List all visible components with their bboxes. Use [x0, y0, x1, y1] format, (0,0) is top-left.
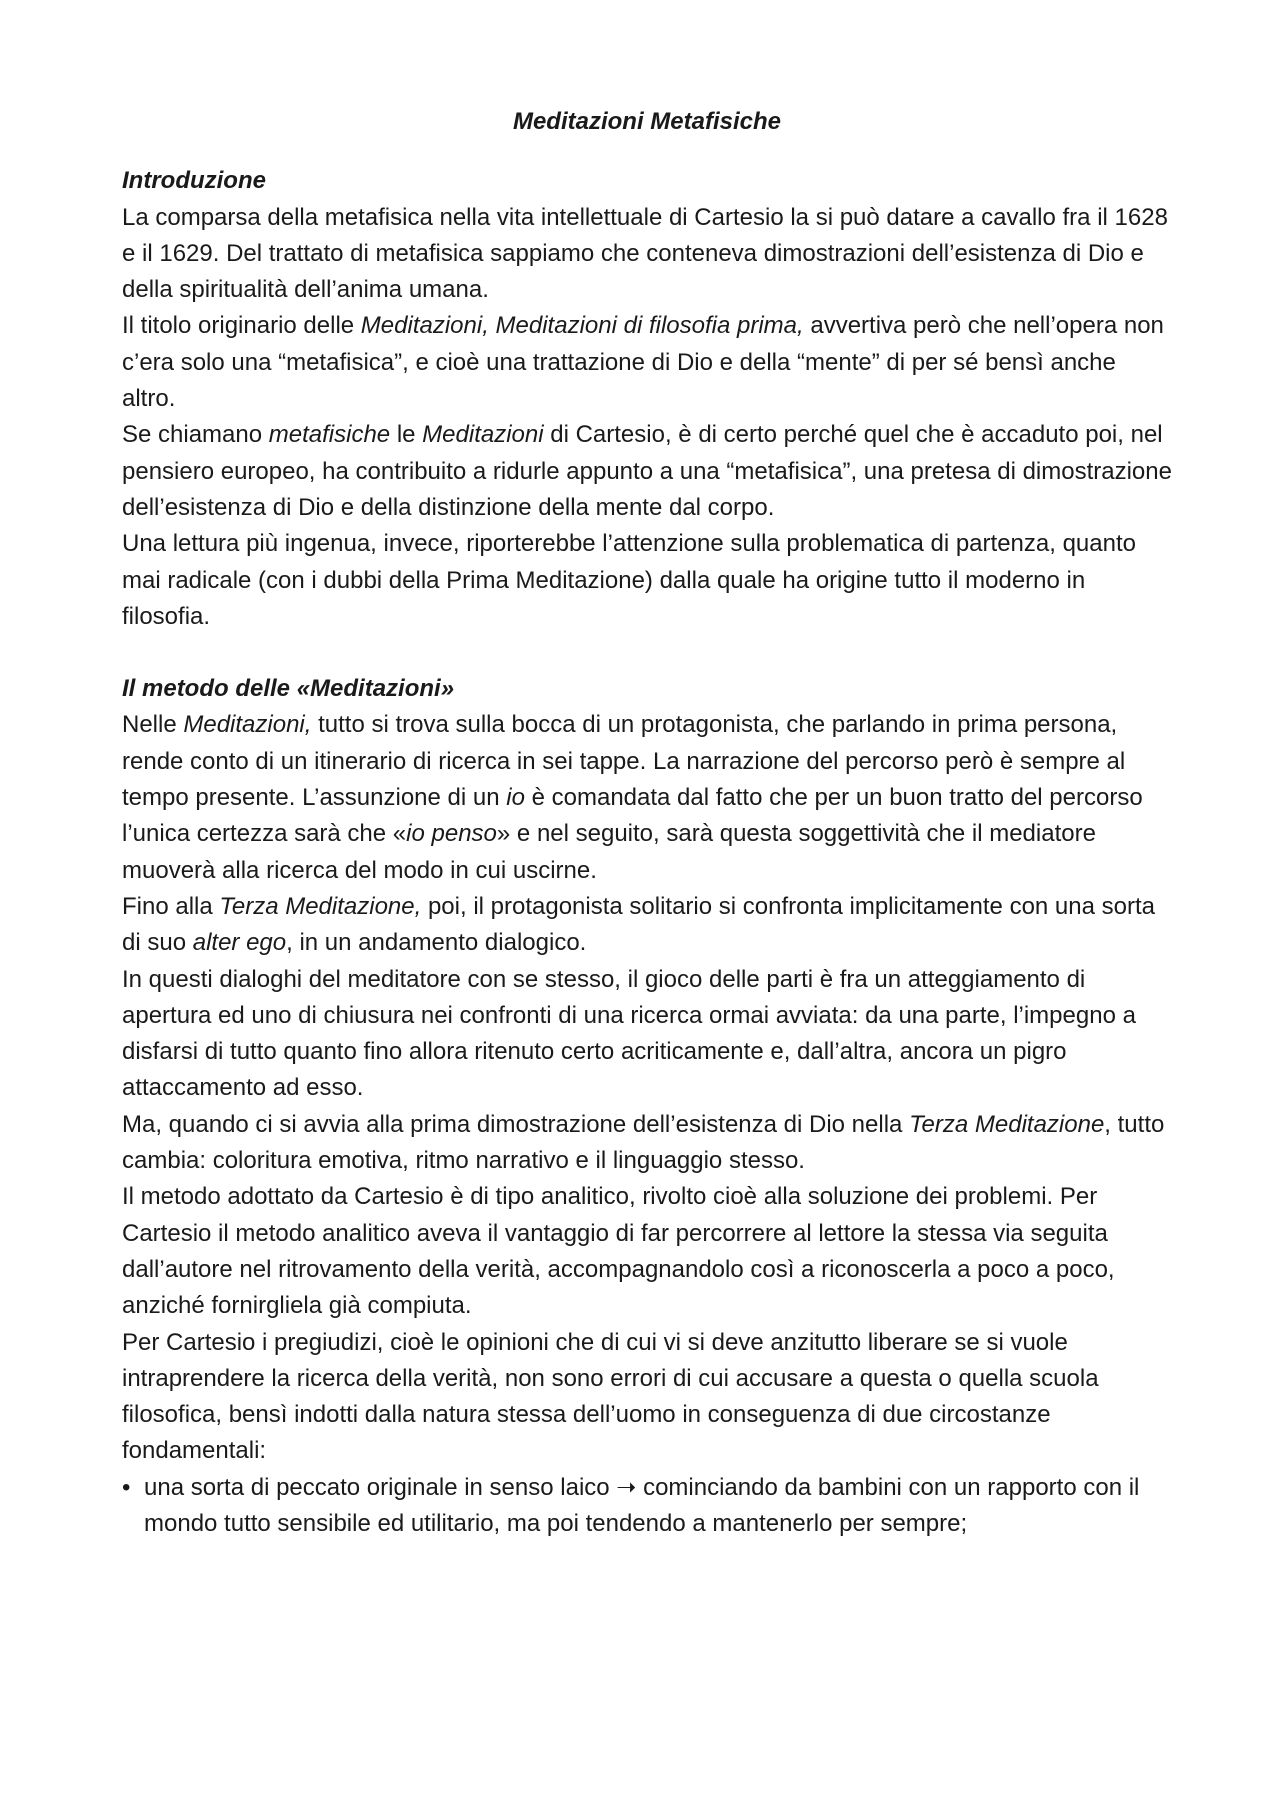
list-item — [122, 1470, 1172, 1543]
paragraph: Ma, quando ci si avvia alla prima dimostrazione dell’esistenza di Dio nella Terza Meditazione, tutto cambia: coloritura emotiva, ritmo narrativo e il linguaggio stesso. — [122, 1110, 1165, 1175]
list-item-text: una sorta di peccato originale in senso laico ➝ cominciando da bambini con un rapporto con il mondo tutto sensibile ed utilitario, ma poi tendendo a mantenerlo per sempre; — [144, 1473, 1140, 1537]
paragraph: In questi dialoghi del meditatore con se stesso, il gioco delle parti è fra un atteggiamento di apertura ed uno di chiusura nei confronti di una ricerca ormai avviata: da una parte, l’impegno a disfarsi di tutto quanto fino allora ritenuto certo acriticamente e, dall’altra, ancora un pigro attaccamento ad esso. — [122, 965, 1136, 1102]
paragraph: Se chiamano metafisiche le Meditazioni di Cartesio, è di certo perché quel che è accaduto poi, nel pensiero europeo, ha contribuito a ridurle appunto a una “metafisica”, una pretesa di dimostrazione dell’esistenza di Dio e della distinzione della mente dal corpo. — [122, 421, 1172, 521]
document-title: Meditazioni Metafisiche — [512, 108, 782, 135]
paragraph: La comparsa della metafisica nella vita intellettuale di Cartesio la si può datare a cavallo fra il 1628 e il 1629. Del trattato di metafisica sappiamo che conteneva dimostrazioni dell’esistenza di Dio e della spiritualità dell’anima umana. — [122, 203, 1168, 304]
bullet-icon: • — [122, 1473, 131, 1501]
paragraph: Il metodo adottato da Cartesio è di tipo analitico, rivolto cioè alla soluzione dei problemi. Per Cartesio il metodo analitico aveva il vantaggio di far percorrere al lettore la stessa via seguita dall’autore nel ritrovamento della verità, accompagnandolo così a riconoscerla a poco a poco, anziché fornirgliela già compiuta. — [122, 1183, 1115, 1320]
paragraph: Per Cartesio i pregiudizi, cioè le opinioni che di cui vi si deve anzitutto liberare se si vuole intraprendere la ricerca della verità, non sono errori di cui accusare a questa o quella scuola filosofica, bensì indotti dalla natura stessa dell’uomo in conseguenza di due circostanze fondamentali: — [122, 1328, 1099, 1465]
document-page — [122, 104, 1172, 1542]
section-spacer — [122, 635, 1172, 671]
section-heading-metodo: Il metodo delle «Meditazioni» — [122, 675, 455, 703]
paragraph: Fino alla Terza Meditazione, poi, il protagonista solitario si confronta implicitamente con una sorta di suo alter ego, in un andamento dialogico. — [122, 892, 1155, 957]
paragraph: Il titolo originario delle Meditazioni, Meditazioni di filosofia prima, avvertiva però che nell’opera non c’era solo una “metafisica”, e cioè una trattazione di Dio e della “mente” di per sé bensì anche altro. — [122, 312, 1164, 413]
paragraph: Una lettura più ingenua, invece, riporterebbe l’attenzione sulla problematica di partenza, quanto mai radicale (con i dubbi della Prima Meditazione) dalla quale ha origine tutto il moderno in filosofia. — [122, 530, 1136, 630]
bullet-list — [122, 1470, 1172, 1543]
paragraph: Nelle Meditazioni, tutto si trova sulla bocca di un protagonista, che parlando in prima persona, rende conto di un itinerario di ricerca in sei tappe. La narrazione del percorso però è sempre al tempo presente. L’assunzione di un io è comandata dal fatto che per un buon tratto del percorso l’unica certezza sarà che «io penso» e nel seguito, sarà questa soggettività che il mediatore muoverà alla ricerca del modo in cui uscirne. — [122, 711, 1143, 884]
section-heading-introduzione: Introduzione — [122, 167, 266, 195]
